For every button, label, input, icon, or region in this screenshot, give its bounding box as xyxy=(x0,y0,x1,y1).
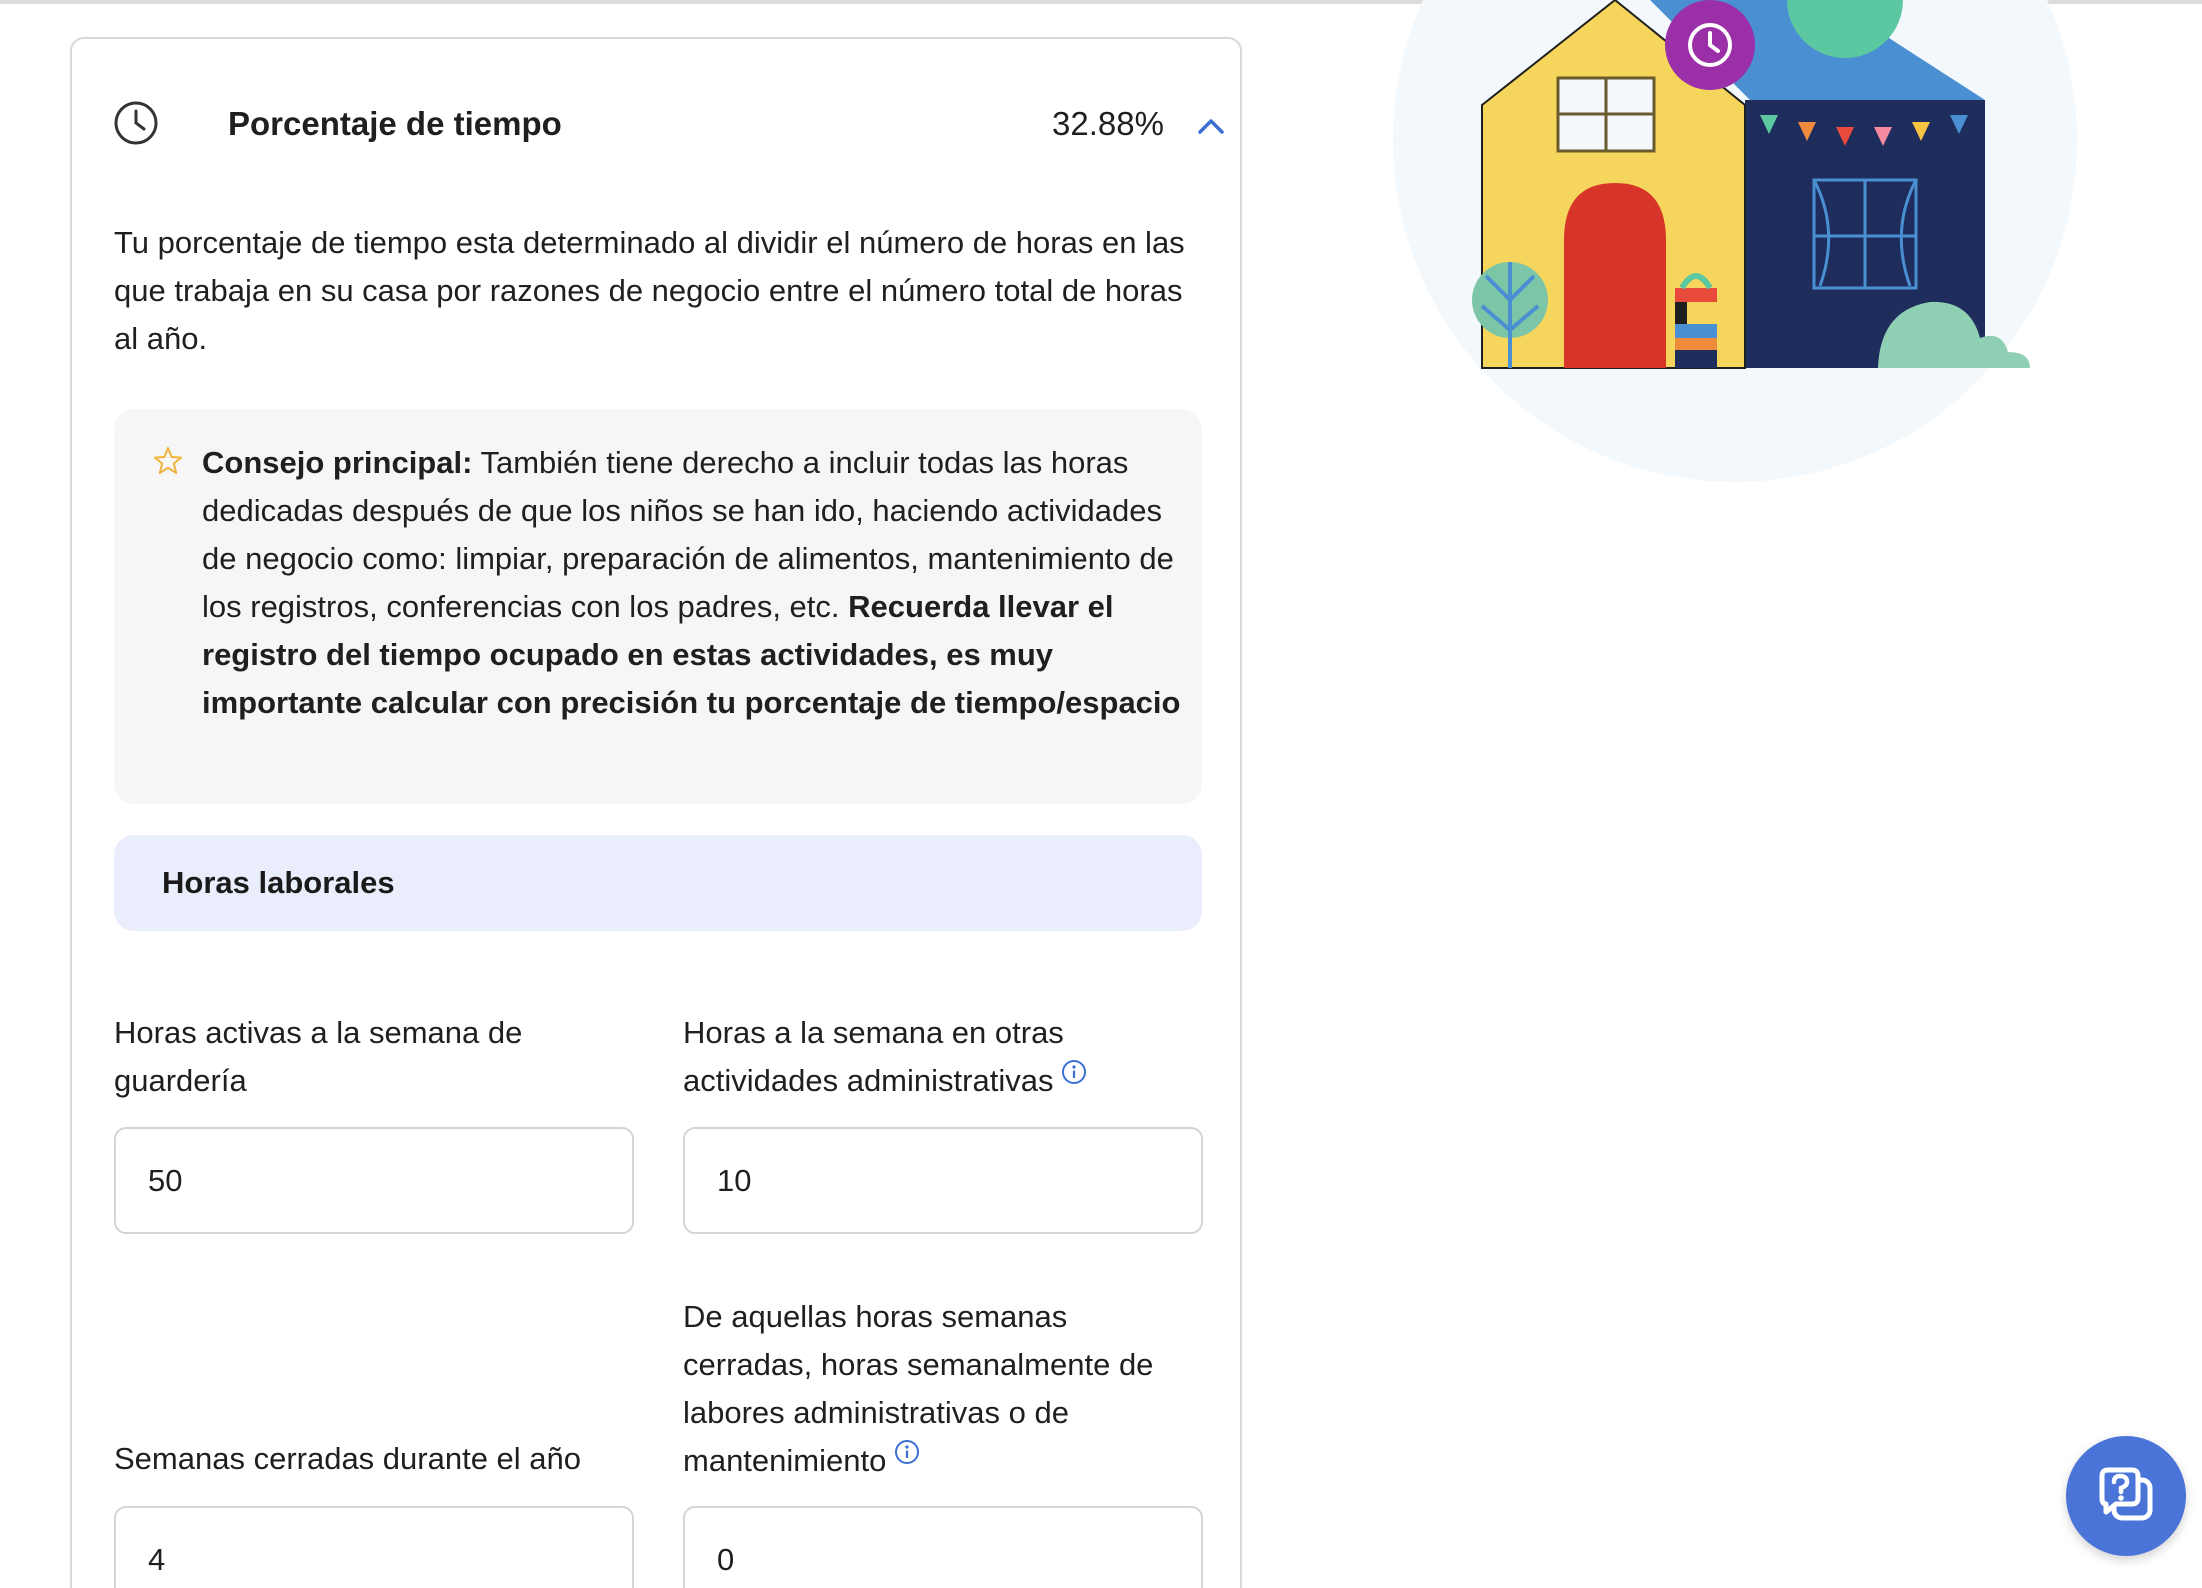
card-header[interactable] xyxy=(112,99,1212,159)
card-description: Tu porcentaje de tiempo esta determinado al dividir el número de horas en las que trabaja en su casa por razones de negocio entre el número total de horas al año. xyxy=(114,225,1185,356)
active-hours-label xyxy=(114,1009,634,1105)
house-illustration xyxy=(1390,0,2090,490)
admin-hours-label xyxy=(683,1009,1203,1105)
tip-emphasis: Recuerda llevar el registro del tiempo ocupado en estas actividades, es muy importante calcular con precisión tu porcentaje de tiempo/espacio xyxy=(202,589,1181,720)
closed-weeks-label xyxy=(114,1435,634,1483)
admin-hours-label-text: Horas a la semana en otras actividades administrativas xyxy=(683,1015,1064,1098)
section-title: Horas laborales xyxy=(162,865,395,900)
info-icon[interactable] xyxy=(894,1439,920,1465)
help-icon xyxy=(2094,1464,2158,1528)
closed-weeks-input[interactable] xyxy=(114,1506,634,1588)
closed-admin-hours-label-text: De aquellas horas semanas cerradas, horas semanalmente de labores administrativas o de mantenimiento xyxy=(683,1299,1154,1478)
star-icon xyxy=(152,445,184,477)
tip-label: Consejo principal: xyxy=(202,445,473,480)
active-hours-input[interactable] xyxy=(114,1127,634,1234)
time-percentage-card xyxy=(70,37,1242,1588)
card-title: Porcentaje de tiempo xyxy=(228,105,562,142)
tip-body: También tiene derecho a incluir todas las horas dedicadas después de que los niños se han ido, haciendo actividades de negocio como: limpiar, preparación de alimentos, mantenimiento de los registros, conferencias con los padres, etc. xyxy=(202,445,1174,624)
section-header xyxy=(114,835,1202,931)
chevron-up-icon[interactable] xyxy=(1194,109,1228,143)
help-chat-button[interactable] xyxy=(2066,1436,2186,1556)
closed-admin-hours-label xyxy=(683,1293,1203,1485)
tip-text xyxy=(202,439,1192,727)
closed-weeks-label-text: Semanas cerradas durante el año xyxy=(114,1441,582,1476)
clock-icon xyxy=(112,99,160,147)
tip-box xyxy=(114,409,1202,804)
closed-admin-hours-input[interactable] xyxy=(683,1506,1203,1588)
active-hours-label-text: Horas activas a la semana de guardería xyxy=(114,1015,523,1098)
admin-hours-input[interactable] xyxy=(683,1127,1203,1234)
time-percentage-value: 32.88% xyxy=(1052,105,1164,142)
info-icon[interactable] xyxy=(1061,1059,1087,1085)
